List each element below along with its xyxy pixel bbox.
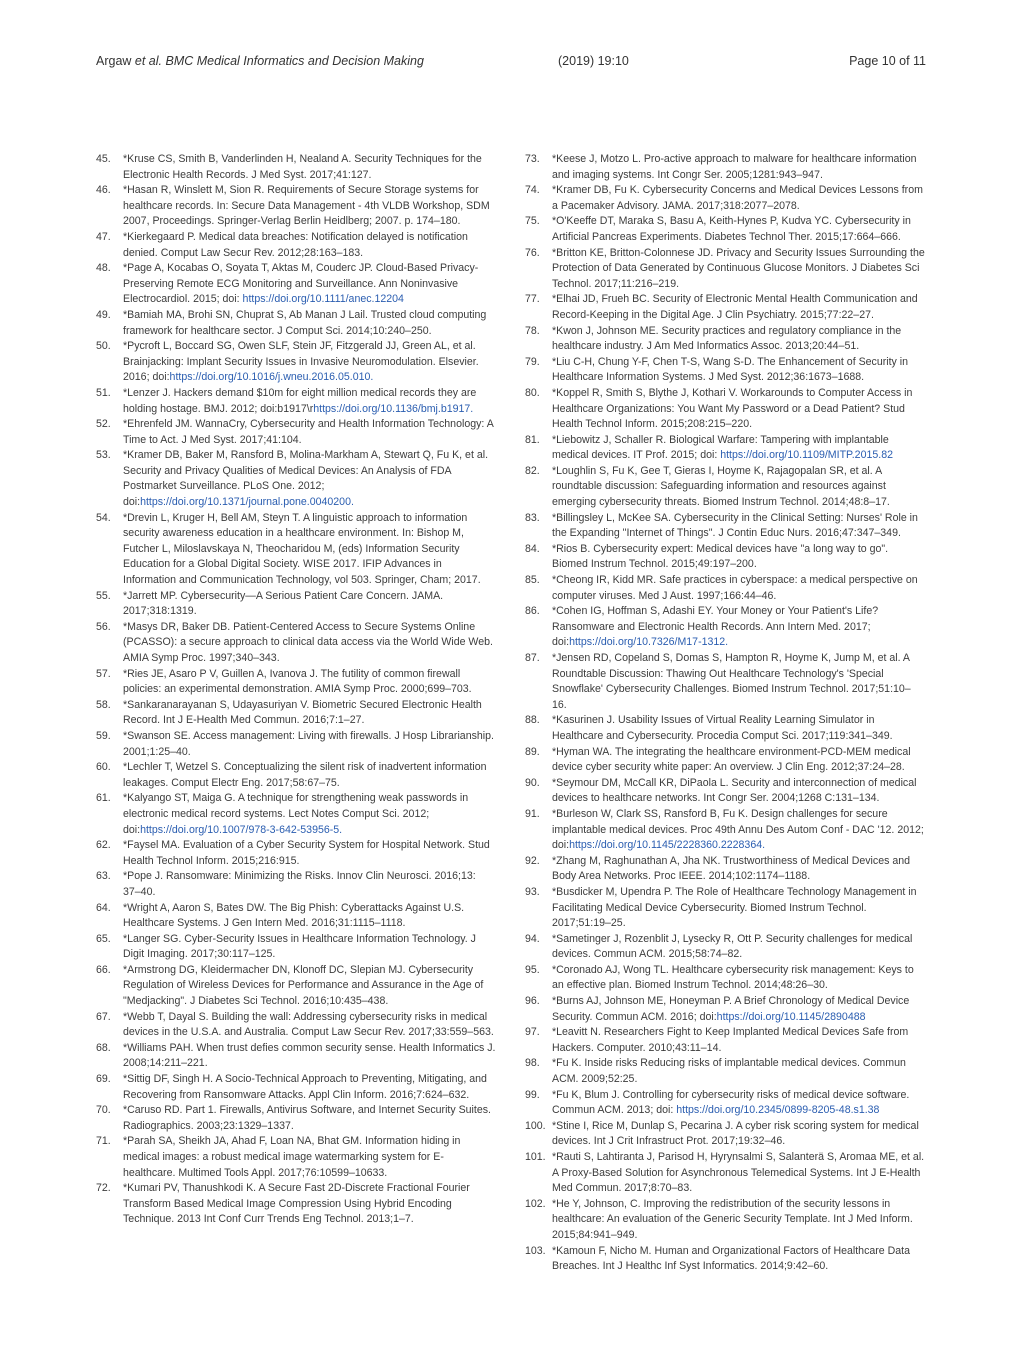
- reference-citation: *Keese J, Motzo L. Pro-active approach to malware for healthcare information and imaging systems. Int Congr Ser. 2005;1281:943–947.: [552, 153, 917, 181]
- reference-text: [552, 355, 925, 386]
- reference-number: 66.: [96, 963, 111, 976]
- reference-number: 80.: [525, 386, 540, 399]
- reference-item: [525, 1088, 925, 1119]
- reference-number: 83.: [525, 511, 540, 524]
- reference-item: [96, 838, 496, 869]
- reference-item: [525, 963, 925, 994]
- reference-item: [525, 1025, 925, 1056]
- reference-citation: *Leavitt N. Researchers Fight to Keep Implanted Medical Devices Safe from Hackers. Computer. 2010;43:11–14.: [552, 1026, 909, 1054]
- reference-text: [552, 651, 925, 713]
- reference-item: [96, 1041, 496, 1072]
- reference-citation: *Wright A, Aaron S, Bates DW. The Big Phish: Cyberattacks Against U.S. Healthcare Systems. J Gen Intern Med. 2016;31:1115–1118.: [123, 901, 465, 930]
- reference-item: [525, 183, 925, 214]
- reference-text: [552, 183, 925, 214]
- reference-text: [123, 1072, 496, 1103]
- reference-number: 53.: [96, 449, 111, 462]
- doi-link[interactable]: https://doi.org/10.7326/M17-1312.: [569, 636, 729, 649]
- reference-item: [96, 308, 496, 339]
- reference-item: [525, 511, 925, 542]
- reference-item: [525, 1197, 925, 1244]
- reference-text: [552, 324, 925, 355]
- reference-number: 56.: [96, 620, 111, 633]
- reference-text: [552, 885, 925, 932]
- reference-number: 91.: [525, 807, 540, 820]
- reference-item: [525, 932, 925, 963]
- reference-item: [525, 713, 925, 744]
- reference-number: 72.: [96, 1182, 111, 1195]
- reference-citation: *Fu K, Blum J. Controlling for cybersecurity risks of medical device software. Commun ACM. 2013; doi:: [552, 1088, 910, 1117]
- reference-number: 59.: [96, 729, 111, 742]
- doi-link[interactable]: https://doi.org/10.1111/anec.12204: [242, 293, 404, 306]
- reference-text: [123, 308, 496, 339]
- reference-text: [552, 292, 925, 323]
- reference-item: [96, 386, 496, 417]
- reference-item: [525, 214, 925, 245]
- reference-citation: *Ries JE, Asaro P V, Guillen A, Ivanova J. The futility of common firewall policies: an experimental demonstration. AMIA Symp Proc. 2000;699–703.: [123, 667, 472, 696]
- reference-citation: *Swanson SE. Access management: Living with firewalls. J Hosp Librarianship. 2001;1:25–40.: [123, 729, 494, 758]
- reference-text: [123, 589, 496, 620]
- reference-text: [552, 511, 925, 542]
- reference-citation: *Kramer DB, Baker M, Ransford B, Molina-Markham A, Stewart Q, Fu K, et al. Security and Privacy Qualities of Medical Devices: An Analysis of FDA Postmarket Surveillance. PLoS One. 2012; doi:: [123, 449, 489, 509]
- reference-item: [525, 1056, 925, 1087]
- reference-number: 98.: [525, 1057, 540, 1070]
- reference-number: 60.: [96, 761, 111, 774]
- reference-item: [96, 963, 496, 1010]
- reference-number: 96.: [525, 995, 540, 1008]
- reference-citation: *Liu C-H, Chung Y-F, Chen T-S, Wang S-D. The Enhancement of Security in Healthcare Information Systems. J Med Syst. 2012;36:1673–1688.: [552, 355, 909, 384]
- reference-number: 64.: [96, 901, 111, 914]
- reference-item: [96, 183, 496, 230]
- reference-item: [525, 386, 925, 433]
- reference-text: [552, 963, 925, 994]
- reference-number: 85.: [525, 574, 540, 587]
- reference-citation: *Cohen IG, Hoffman S, Adashi EY. Your Money or Your Patient's Life? Ransomware and Electronic Health Records. Ann Intern Med. 2017; doi:: [552, 605, 879, 649]
- reference-number: 62.: [96, 839, 111, 852]
- reference-number: 75.: [525, 215, 540, 228]
- reference-citation: *Seymour DM, McCall KR, DiPaola L. Security and interconnection of medical devices to healthcare networks. Int Congr Ser. 2004;1268 C:131–134.: [552, 776, 917, 805]
- reference-citation: *Caruso RD. Part 1. Firewalls, Antivirus Software, and Internet Security Suites. Radiographics. 2003;23:1329–1337.: [123, 1104, 491, 1132]
- reference-number: 50.: [96, 340, 111, 353]
- reference-text: [123, 901, 496, 932]
- reference-citation: *Hyman WA. The integrating the healthcare environment-PCD-MEM medical device cyber security white paper: An overview. J Clin Eng. 2012;37:24–28.: [552, 745, 911, 774]
- reference-item: [96, 1134, 496, 1181]
- references-left-column: [96, 152, 496, 1228]
- reference-item: [525, 292, 925, 323]
- authors: Argaw: [96, 54, 135, 68]
- reference-text: [123, 1103, 496, 1134]
- reference-item: [96, 511, 496, 589]
- reference-citation: *Sametinger J, Rozenblit J, Lysecky R, Ott P. Security challenges for medical devices. Commun ACM. 2015;58:74–82.: [552, 932, 913, 961]
- reference-number: 76.: [525, 246, 540, 259]
- reference-number: 100.: [525, 1119, 546, 1132]
- reference-text: [552, 1119, 925, 1150]
- reference-item: [96, 667, 496, 698]
- reference-citation: *Page A, Kocabas O, Soyata T, Aktas M, Couderc JP. Cloud-Based Privacy-Preserving Remote ECG Monitoring and Surveillance. Ann Noninvasive Electrocardiol. 2015; doi:: [123, 262, 479, 306]
- reference-item: [525, 324, 925, 355]
- reference-citation: *Lechler T, Wetzel S. Conceptualizing the silent risk of inadvertent information leakages. Comput Electr Eng. 2017;58:67–75.: [123, 761, 487, 789]
- reference-text: [123, 417, 496, 448]
- reference-citation: *Ehrenfeld JM. WannaCry, Cybersecurity and Health Information Technology: A Time to Act. J Med Syst. 2017;41:104.: [123, 418, 494, 446]
- reference-citation: *Lenzer J. Hackers demand $10m for eight million medical records they are holding hostage. BMJ. 2012; doi:b1917\r: [123, 386, 477, 415]
- reference-number: 57.: [96, 667, 111, 680]
- reference-item: [525, 433, 925, 464]
- reference-item: [525, 464, 925, 511]
- reference-item: [96, 589, 496, 620]
- reference-citation: *Kasurinen J. Usability Issues of Virtual Reality Learning Simulator in Healthcare and Cybersecurity. Procedia Comput Sci. 2017;119:341–349.: [552, 714, 893, 742]
- reference-citation: *O'Keeffe DT, Maraka S, Basu A, Keith-Hynes P, Kudva YC. Cybersecurity in Artificial Pancreas Experiments. Diabetes Technol Ther. 2015;17:664–666.: [552, 215, 911, 243]
- reference-citation: *Billingsley L, McKee SA. Cybersecurity in the Clinical Setting: Nurses' Role in the Expanding "Internet of Things". J Contin Educ Nurs. 2016;47:347–349.: [552, 511, 918, 540]
- reference-item: [96, 1103, 496, 1134]
- reference-text: [552, 932, 925, 963]
- reference-number: 49.: [96, 308, 111, 321]
- reference-text: [123, 760, 496, 791]
- reference-text: [123, 183, 496, 230]
- reference-number: 89.: [525, 745, 540, 758]
- reference-number: 103.: [525, 1244, 546, 1257]
- reference-text: [123, 667, 496, 698]
- reference-text: [123, 729, 496, 760]
- doi-link[interactable]: https://doi.org/10.1145/2228360.2228364.: [569, 839, 766, 852]
- doi-link[interactable]: https://doi.org/10.1007/978-3-642-53956-5.: [140, 823, 343, 836]
- reference-number: 102.: [525, 1197, 546, 1210]
- reference-item: [525, 573, 925, 604]
- reference-text: [123, 152, 496, 183]
- reference-number: 86.: [525, 605, 540, 618]
- reference-text: [552, 1197, 925, 1244]
- reference-citation: *Britton KE, Britton-Colonnese JD. Privacy and Security Issues Surrounding the Protection of Data Generated by Continuous Glucose Monitors. J Diabetes Sci Technol. 2017;11:216–219.: [552, 246, 925, 290]
- reference-citation: *Webb T, Dayal S. Building the wall: Addressing cybersecurity risks in medical devices in the U.S.A. and Australia. Comput Law Secur Rev. 2017;33:559–563.: [123, 1010, 494, 1039]
- reference-number: 73.: [525, 153, 540, 165]
- reference-citation: *Liebowitz J, Schaller R. Biological Warfare: Tampering with implantable medical devices. IT Prof. 2015; doi:: [552, 433, 889, 462]
- reference-number: 48.: [96, 262, 111, 275]
- reference-item: [96, 932, 496, 963]
- reference-citation: *Kwon J, Johnson ME. Security practices and regulatory compliance in the healthcare industry. J Am Med Informatics Assoc. 2013;20:44–51.: [552, 324, 902, 353]
- reference-text: [552, 604, 925, 651]
- reference-citation: *Stine I, Rice M, Dunlap S, Pecarina J. A cyber risk scoring system for medical devices. Int J Crit Infrastruct Prot. 2017;19:32–46.: [552, 1119, 919, 1148]
- reference-item: [96, 1181, 496, 1228]
- reference-number: 94.: [525, 932, 540, 945]
- doi-link[interactable]: https://doi.org/10.1371/journal.pone.0040200.: [140, 496, 354, 509]
- reference-number: 51.: [96, 386, 111, 399]
- year-volume: (2019) 19:10: [558, 54, 629, 68]
- reference-text: [552, 386, 925, 433]
- reference-number: 92.: [525, 854, 540, 867]
- reference-text: [552, 1150, 925, 1197]
- reference-number: 67.: [96, 1010, 111, 1023]
- reference-number: 71.: [96, 1135, 111, 1148]
- reference-text: [123, 511, 496, 589]
- doi-link[interactable]: https://doi.org/10.1136/bmj.b1917.: [313, 402, 474, 415]
- doi-link[interactable]: https://doi.org/10.1016/j.wneu.2016.05.010.: [169, 371, 374, 384]
- reference-text: [123, 698, 496, 729]
- reference-item: [525, 776, 925, 807]
- reference-item: [96, 417, 496, 448]
- doi-link[interactable]: https://doi.org/10.2345/0899-8205-48.s1.38: [676, 1104, 880, 1117]
- reference-text: [123, 838, 496, 869]
- reference-item: [525, 1150, 925, 1197]
- reference-citation: *Loughlin S, Fu K, Gee T, Gieras I, Hoyme K, Rajagopalan SR, et al. A roundtable discussion: Safeguarding information and resources against emerging cybersecurity threats. Biomed Instrum Technol. 2014;48:8–17.: [552, 464, 890, 509]
- reference-number: 61.: [96, 792, 111, 805]
- reference-citation: *Kumari PV, Thanushkodi K. A Secure Fast 2D-Discrete Fractional Fourier Transform Based Medical Image Compression Using Hybrid Encoding Technique. 2013 Int Conf Curr Trends Eng Technol. 2013;1–7.: [123, 1182, 470, 1226]
- reference-citation: *Zhang M, Raghunathan A, Jha NK. Trustworthiness of Medical Devices and Body Area Networks. Proc IEEE. 2014;102:1174–1188.: [552, 854, 911, 883]
- reference-text: [552, 1244, 925, 1275]
- doi-link[interactable]: https://doi.org/10.1145/2890488: [716, 1010, 866, 1023]
- reference-item: [96, 1072, 496, 1103]
- reference-text: [552, 573, 925, 604]
- reference-citation: *Kalyango ST, Maiga G. A technique for strengthening weak passwords in electronic medical record systems. Lect Notes Comput Sci. 2012; doi:: [123, 792, 469, 836]
- reference-number: 46.: [96, 184, 111, 197]
- reference-citation: *Bamiah MA, Brohi SN, Chuprat S, Ab Manan J Lail. Trusted cloud computing framework for healthcare sector. J Comput Sci. 2014;10:240–250.: [123, 308, 487, 337]
- reference-text: [552, 854, 925, 885]
- reference-number: 87.: [525, 652, 540, 664]
- reference-number: 70.: [96, 1104, 111, 1117]
- reference-item: [525, 1244, 925, 1275]
- reference-item: [96, 698, 496, 729]
- reference-citation: *Coronado AJ, Wong TL. Healthcare cybersecurity risk management: Keys to an effective plan. Biomed Instrum Technol. 2014;48:26–30.: [552, 963, 914, 992]
- reference-number: 68.: [96, 1041, 111, 1054]
- et-al: et al.: [134, 54, 163, 68]
- reference-citation: *Pycroft L, Boccard SG, Owen SLF, Stein JF, Fitzgerald JJ, Green AL, et al. Brainjacking: Implant Security Issues in Invasive Neuromodulation. Elsevier. 2016; doi:: [123, 340, 479, 384]
- reference-citation: *Faysel MA. Evaluation of a Cyber Security System for Hospital Network. Stud Health Technol Inform. 2015;216:915.: [123, 839, 490, 867]
- reference-item: [96, 901, 496, 932]
- reference-item: [96, 230, 496, 261]
- reference-text: [552, 542, 925, 573]
- journal-name: BMC Medical Informatics and Decision Making: [165, 54, 424, 68]
- reference-number: 97.: [525, 1026, 540, 1039]
- reference-citation: *Kierkegaard P. Medical data breaches: Notification delayed is notification denied. Comput Law Secur Rev. 2012;28:163–183.: [123, 230, 468, 259]
- reference-citation: *Jarrett MP. Cybersecurity—A Serious Patient Care Concern. JAMA. 2017;318:1319.: [123, 589, 444, 618]
- reference-citation: *Williams PAH. When trust defies common security sense. Health Informatics J. 2008;14:211–221.: [123, 1041, 496, 1070]
- reference-number: 90.: [525, 776, 540, 789]
- reference-text: [123, 1041, 496, 1072]
- reference-item: [525, 854, 925, 885]
- reference-item: [525, 152, 925, 183]
- reference-number: 84.: [525, 542, 540, 555]
- reference-text: [552, 152, 925, 183]
- reference-item: [96, 869, 496, 900]
- reference-item: [525, 745, 925, 776]
- reference-number: 78.: [525, 324, 540, 337]
- reference-item: [525, 355, 925, 386]
- reference-text: [552, 1088, 925, 1119]
- reference-number: 77.: [525, 293, 540, 306]
- reference-text: [123, 230, 496, 261]
- reference-number: 65.: [96, 932, 111, 945]
- reference-citation: *He Y, Johnson, C. Improving the redistribution of the security lessons in healthcare: An evaluation of the Generic Security Template. Int J Med Inform. 2015;84:941–949.: [552, 1197, 913, 1241]
- reference-citation: *Drevin L, Kruger H, Bell AM, Steyn T. A linguistic approach to information security awareness education in a healthcare environment. In: Bishop M, Futcher L, Miloslavskaya N, Theocharidou M, (eds) Information Security Education for a Global Digital Society. WISE 2017. IFIP Advances in Information and Communication Technology, vol 503. Springer, Cham; 2017.: [123, 511, 481, 587]
- reference-citation: *Rauti S, Lahtiranta J, Parisod H, Hyrynsalmi S, Salanterä S, Aromaa ME, et al. A Proxy-Based Solution for Asynchronous Telemedical Systems. Int J E-Health Med Commun. 2017;8:70–83.: [552, 1151, 925, 1195]
- reference-number: 45.: [96, 153, 111, 165]
- reference-text: [123, 1010, 496, 1041]
- reference-item: [96, 339, 496, 386]
- reference-item: [96, 152, 496, 183]
- reference-citation: *Kramer DB, Fu K. Cybersecurity Concerns and Medical Devices Lessons from a Pacemaker Advisory. JAMA. 2017;318:2077–2078.: [552, 184, 923, 212]
- reference-text: [552, 433, 925, 464]
- reference-item: [525, 651, 925, 713]
- reference-number: 54.: [96, 511, 111, 524]
- reference-number: 47.: [96, 230, 111, 243]
- reference-number: 81.: [525, 433, 540, 446]
- page-header: [96, 54, 926, 72]
- reference-text: [123, 261, 496, 308]
- reference-item: [96, 791, 496, 838]
- reference-citation: *Armstrong DG, Kleidermacher DN, Klonoff DC, Slepian MJ. Cybersecurity Regulation of Wireless Devices for Performance and Assurance in the Age of "Medjacking". J Diabetes Sci Technol. 2016;10:435–438.: [123, 963, 484, 1008]
- reference-item: [525, 885, 925, 932]
- reference-citation: *Langer SG. Cyber-Security Issues in Healthcare Information Technology. J Digit Imaging. 2017;30:117–125.: [123, 932, 476, 961]
- reference-text: [123, 339, 496, 386]
- reference-text: [123, 791, 496, 838]
- reference-item: [525, 604, 925, 651]
- reference-number: 74.: [525, 184, 540, 197]
- page-number: Page 10 of 11: [849, 54, 926, 68]
- reference-text: [552, 713, 925, 744]
- reference-citation: *Sittig DF, Singh H. A Socio-Technical Approach to Preventing, Mitigating, and Recovering from Ransomware Attacks. Appl Clin Inform. 2016;7:624–632.: [123, 1073, 487, 1101]
- reference-text: [552, 1056, 925, 1087]
- reference-citation: *Koppel R, Smith S, Blythe J, Kothari V. Workarounds to Computer Access in Healthcare Organizations: You Want My Password or a Dead Patient? Stud Health Technol Inform. 2015;208:215–220.: [552, 386, 913, 431]
- reference-text: [552, 246, 925, 293]
- reference-number: 95.: [525, 963, 540, 976]
- reference-text: [123, 1134, 496, 1181]
- reference-text: [123, 869, 496, 900]
- reference-number: 82.: [525, 464, 540, 477]
- reference-citation: *Burns AJ, Johnson ME, Honeyman P. A Brief Chronology of Medical Device Security. Commun ACM. 2016; doi:: [552, 995, 910, 1023]
- reference-citation: *Fu K. Inside risks Reducing risks of implantable medical devices. Commun ACM. 2009;52:25.: [552, 1057, 906, 1086]
- reference-number: 69.: [96, 1073, 111, 1086]
- reference-citation: *Burleson W, Clark SS, Ransford B, Fu K. Design challenges for secure implantable medical devices. Proc 49th Annu Des Autom Conf - DAC '12. 2012; doi:: [552, 807, 924, 852]
- reference-number: 52.: [96, 418, 111, 431]
- reference-item: [96, 729, 496, 760]
- reference-text: [123, 1181, 496, 1228]
- doi-link[interactable]: https://doi.org/10.1109/MITP.2015.82: [720, 449, 893, 462]
- reference-text: [552, 745, 925, 776]
- reference-item: [96, 760, 496, 791]
- reference-citation: *Rios B. Cybersecurity expert: Medical devices have "a long way to go". Biomed Instrum Technol. 2015;49:197–200.: [552, 542, 889, 571]
- reference-citation: *Kamoun F, Nicho M. Human and Organizational Factors of Healthcare Data Breaches. Int J Healthc Inf Syst Informatics. 2014;9:42–60.: [552, 1244, 911, 1273]
- reference-number: 99.: [525, 1088, 540, 1101]
- reference-item: [525, 1119, 925, 1150]
- reference-item: [525, 994, 925, 1025]
- reference-number: 55.: [96, 589, 111, 602]
- reference-text: [123, 932, 496, 963]
- reference-number: 93.: [525, 885, 540, 898]
- reference-citation: *Hasan R, Winslett M, Sion R. Requirements of Secure Storage systems for healthcare records. In: Secure Data Management - 4th VLDB Workshop, SDM 2007, Proceedings. Springer-Verlag Berlin Heidlberg; 2007. p. 174–180.: [123, 184, 490, 228]
- reference-citation: *Masys DR, Baker DB. Patient-Centered Access to Secure Systems Online (PCASSO): a secure approach to clinical data access via the World Wide Web. AMIA Symp Proc. 1997;340–343.: [123, 620, 493, 664]
- reference-citation: *Jensen RD, Copeland S, Domas S, Hampton R, Hoyme K, Jump M, et al. A Roundtable Discussion: Thawing Out Healthcare Technology's 'Special Snowflake' Cybersecurity Challenges. Biomed Instrum Technol. 2017;51:10–16.: [552, 652, 911, 711]
- reference-text: [123, 448, 496, 510]
- reference-citation: *Cheong IR, Kidd MR. Safe practices in cyberspace: a medical perspective on computer viruses. Med J Aust. 1997;166:44–46.: [552, 574, 918, 602]
- reference-citation: *Elhai JD, Frueh BC. Security of Electronic Mental Health Communication and Record-Keeping in the Digital Age. J Clin Psychiatry. 2015;77:22–27.: [552, 293, 918, 321]
- reference-citation: *Pope J. Ransomware: Minimizing the Risks. Innov Clin Neurosci. 2016;13: 37–40.: [123, 870, 476, 898]
- references-right-column: [525, 152, 925, 1275]
- reference-item: [525, 542, 925, 573]
- reference-item: [525, 807, 925, 854]
- reference-text: [552, 776, 925, 807]
- reference-item: [96, 1010, 496, 1041]
- reference-number: 63.: [96, 870, 111, 883]
- running-head: [96, 54, 424, 68]
- reference-number: 79.: [525, 355, 540, 368]
- reference-item: [525, 246, 925, 293]
- reference-text: [552, 994, 925, 1025]
- reference-number: 88.: [525, 714, 540, 727]
- reference-citation: *Parah SA, Sheikh JA, Ahad F, Loan NA, Bhat GM. Information hiding in medical images: a robust medical image watermarking system for E-healthcare. Multimed Tools Appl. 2017;76:10599–10633.: [123, 1135, 461, 1179]
- reference-text: [123, 963, 496, 1010]
- reference-text: [552, 807, 925, 854]
- reference-text: [123, 386, 496, 417]
- reference-item: [96, 261, 496, 308]
- reference-text: [123, 620, 496, 667]
- reference-citation: *Sankaranarayanan S, Udayasuriyan V. Biometric Secured Electronic Health Record. Int J E-Health Med Commun. 2016;7:1–27.: [123, 698, 482, 727]
- reference-number: 101.: [525, 1151, 546, 1163]
- reference-text: [552, 214, 925, 245]
- reference-citation: *Kruse CS, Smith B, Vanderlinden H, Nealand A. Security Techniques for the Electronic Health Records. J Med Syst. 2017;41:127.: [123, 153, 482, 181]
- reference-number: 58.: [96, 698, 111, 711]
- reference-citation: *Busdicker M, Upendra P. The Role of Healthcare Technology Management in Facilitating Medical Device Cybersecurity. Biomed Instrum Technol. 2017;51:19–25.: [552, 885, 917, 930]
- reference-item: [96, 620, 496, 667]
- reference-text: [552, 464, 925, 511]
- reference-item: [96, 448, 496, 510]
- reference-text: [552, 1025, 925, 1056]
